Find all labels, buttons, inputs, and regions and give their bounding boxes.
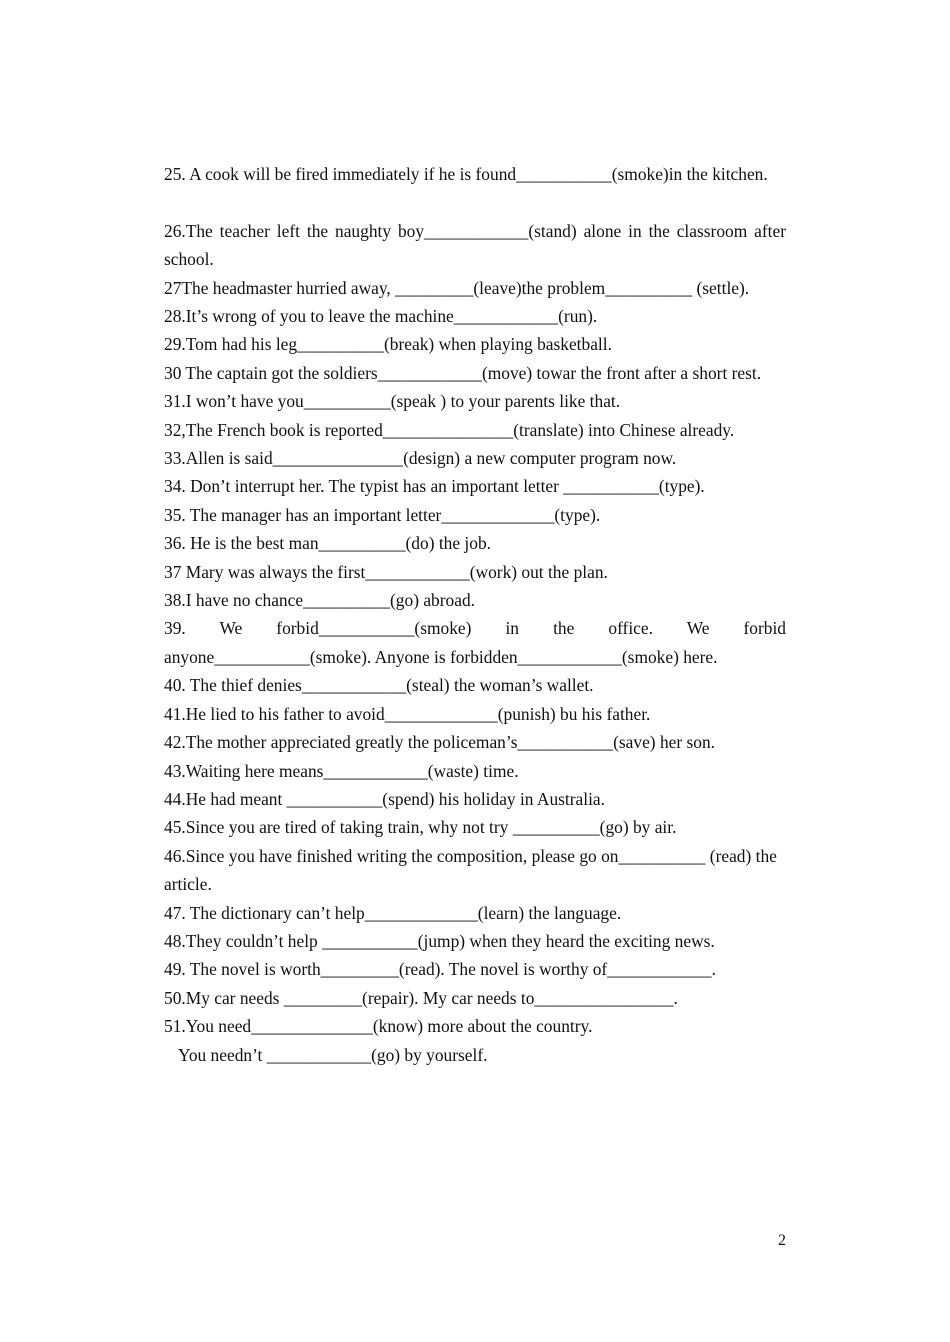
- exercise-item-33: 33.Allen is said_______________(design) a new computer program now.: [164, 448, 677, 469]
- exercise-item-25: 25. A cook will be fired immediately if he is found___________(smoke)in the kitchen.: [164, 164, 768, 184]
- exercise-item-38: 38.I have no chance__________(go) abroad.: [164, 590, 475, 611]
- exercise-item-28: 28.It’s wrong of you to leave the machine____________(run).: [164, 306, 598, 327]
- exercise-item-45: 45.Since you are tired of taking train, why not try __________(go) by air.: [164, 817, 677, 838]
- exercise-item-34: 34. Don’t interrupt her. The typist has an important letter ___________(type).: [164, 476, 705, 497]
- exercise-list: [164, 160, 786, 1069]
- exercise-item-32: 32,The French book is reported_______________(translate) into Chinese already.: [164, 419, 735, 440]
- page-number: 2: [778, 1232, 786, 1249]
- exercise-item-37: 37 Mary was always the first____________(work) out the plan.: [164, 561, 608, 582]
- exercise-item-41: 41.He lied to his father to avoid_____________(punish) bu his father.: [164, 703, 651, 724]
- exercise-item-30: 30 The captain got the soldiers____________(move) towar the front after a short rest.: [164, 362, 762, 383]
- exercise-item-50: 50.My car needs _________(repair). My car needs to________________.: [164, 987, 678, 1008]
- exercise-item-47: 47. The dictionary can’t help_____________(learn) the language.: [164, 902, 622, 923]
- exercise-item-46: 46.Since you have finished writing the composition, please go on__________ (read) the article.: [164, 845, 777, 895]
- exercise-item-35: 35. The manager has an important letter_____________(type).: [164, 504, 601, 525]
- exercise-item-26: 26.The teacher left the naughty boy____________(stand) alone in the classroom after school.: [164, 220, 786, 270]
- exercise-item-43: 43.Waiting here means____________(waste) time.: [164, 760, 519, 781]
- exercise-item-51-continued: You needn’t ____________(go) by yourself.: [178, 1044, 488, 1065]
- exercise-item-44: 44.He had meant ___________(spend) his holiday in Australia.: [164, 788, 605, 809]
- exercise-item-42: 42.The mother appreciated greatly the policeman’s___________(save) her son.: [164, 732, 716, 753]
- exercise-item-51: 51.You need______________(know) more about the country.: [164, 1016, 593, 1037]
- exercise-item-40: 40. The thief denies____________(steal) the woman’s wallet.: [164, 675, 594, 696]
- exercise-item-36: 36. He is the best man__________(do) the job.: [164, 533, 491, 554]
- exercise-item-39: 39. We forbid___________(smoke) in the office. We forbid anyone___________(smoke). Anyone is forbidden____________(smoke) here.: [164, 618, 786, 667]
- exercise-item-31: 31.I won’t have you__________(speak ) to your parents like that.: [164, 391, 621, 412]
- exercise-item-48: 48.They couldn’t help ___________(jump) when they heard the exciting news.: [164, 930, 715, 951]
- exercise-item-27: 27The headmaster hurried away, _________(leave)the problem__________ (settle).: [164, 277, 750, 298]
- exercise-item-29: 29.Tom had his leg__________(break) when playing basketball.: [164, 334, 612, 355]
- exercise-item-49: 49. The novel is worth_________(read). The novel is worthy of____________.: [164, 959, 716, 980]
